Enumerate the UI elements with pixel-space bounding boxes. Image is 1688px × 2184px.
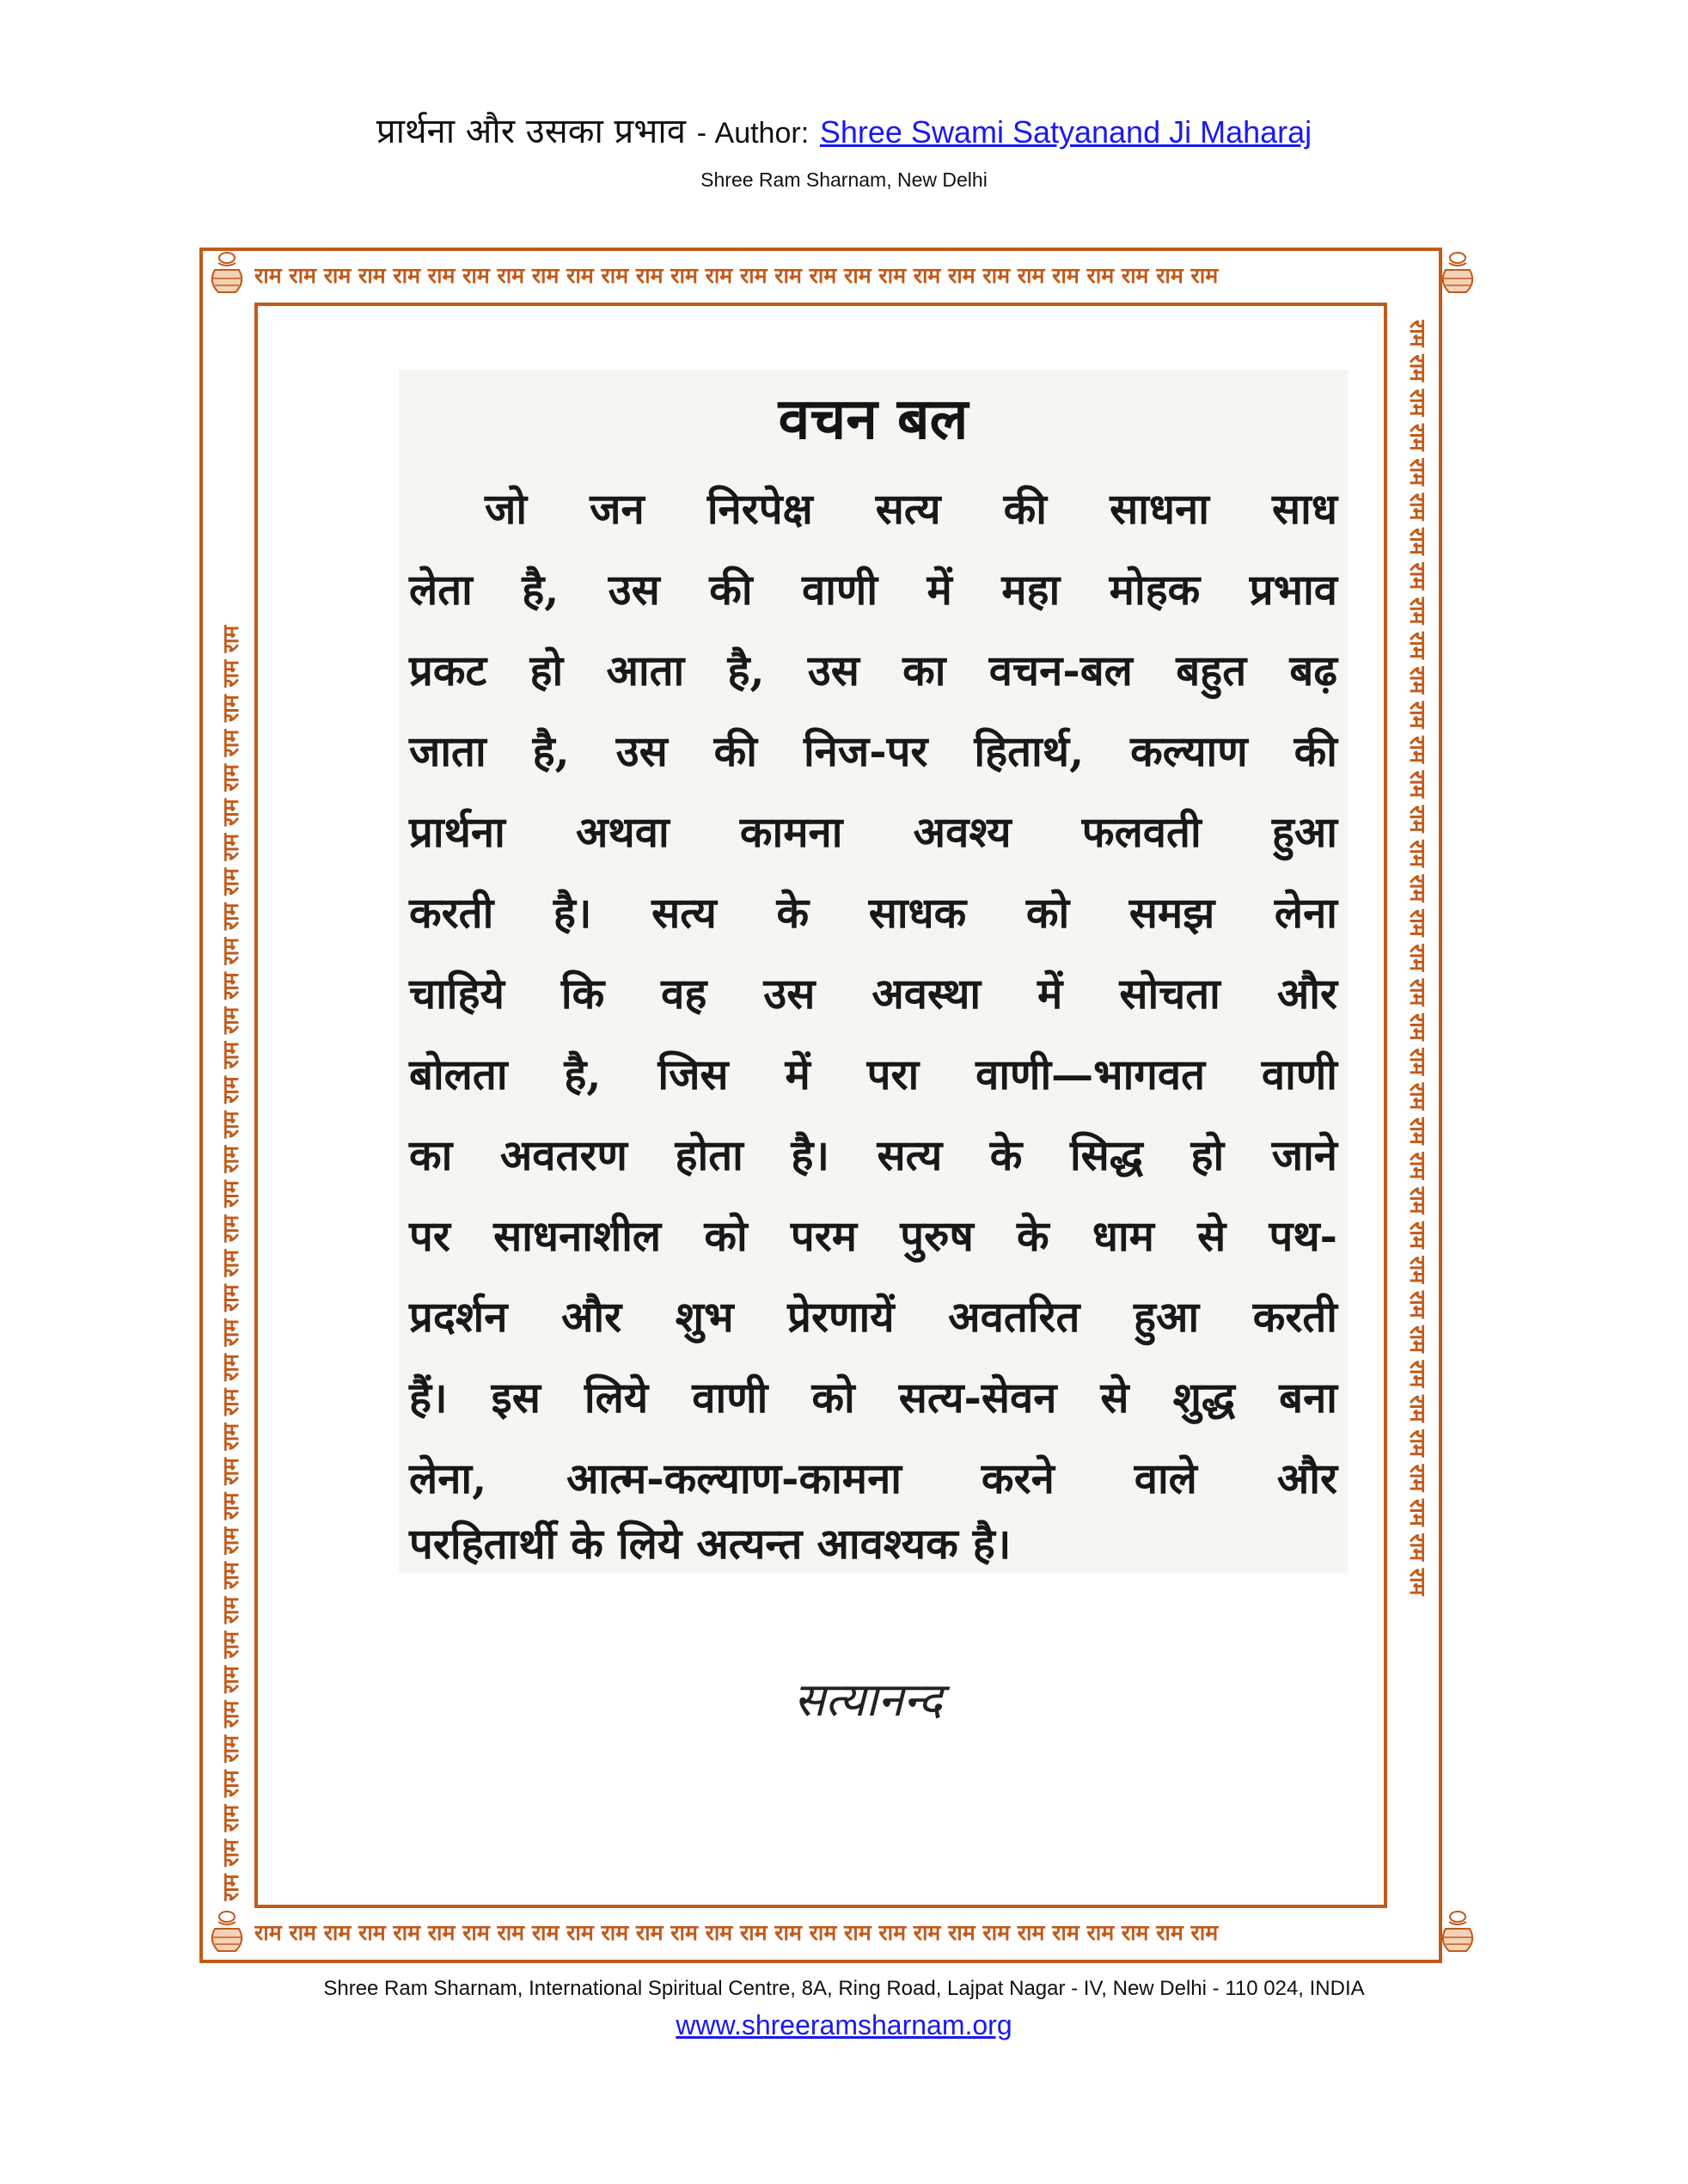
scanned-article — [399, 370, 1348, 1573]
header-title-line — [0, 110, 1688, 155]
article-line: लेना, आत्म-कल्याण-कामना करने वाले और — [409, 1453, 1337, 1503]
border-ram-bottom: राम राम राम राम राम राम राम राम राम राम राम राम राम राम राम राम राम राम राम राम राम राम राम राम राम राम राम राम — [254, 1920, 1219, 1945]
website-link[interactable]: www.shreeramsharnam.org — [676, 2010, 1012, 2040]
hindi-title: प्रार्थना और उसका प्रभाव — [376, 112, 687, 151]
article-line: प्रार्थना अथवा कामना अवश्य फलवती हुआ — [409, 807, 1337, 857]
header-subtitle: Shree Ram Sharnam, New Delhi — [700, 168, 988, 191]
kalash-icon — [1437, 251, 1478, 297]
author-label: - Author: — [696, 117, 810, 150]
border-ram-right: राम राम राम राम राम राम राम राम राम राम राम राम राम राम राम राम राम राम राम राम राम राम राम राम राम राम राम राम राम राम राम राम राम राम राम राम राम — [1405, 320, 1430, 1596]
page-footer — [0, 1977, 1688, 2041]
footer-address: Shree Ram Sharnam, International Spiritual Centre, 8A, Ring Road, Lajpat Nagar - IV, New Delhi - 110 024, INDIA — [323, 1977, 1365, 2000]
kalash-icon — [206, 1910, 248, 1956]
article-line: पर साधनाशील को परम पुरुष के धाम से पथ- — [409, 1211, 1337, 1261]
article-line: जाता है, उस की निज-पर हितार्थ, कल्याण की — [409, 726, 1337, 776]
signature: सत्यानन्द — [793, 1673, 943, 1727]
kalash-icon — [1437, 1910, 1478, 1956]
article-line: परहितार्थी के लिये अत्यन्त आवश्यक है। — [409, 1519, 1012, 1569]
article-line: करती है। सत्य के साधक को समझ लेना — [409, 888, 1337, 938]
author-link[interactable]: Shree Swami Satyanand Ji Maharaj — [819, 114, 1312, 150]
kalash-icon — [206, 251, 248, 297]
article-line: बोलता है, जिस में परा वाणी—भागवत वाणी — [409, 1049, 1337, 1099]
article-line: प्रदर्शन और शुभ प्रेरणायें अवतरित हुआ करती — [409, 1292, 1337, 1342]
border-ram-top: राम राम राम राम राम राम राम राम राम राम राम राम राम राम राम राम राम राम राम राम राम राम राम राम राम राम राम राम — [254, 263, 1219, 288]
article-line: हैं। इस लिये वाणी को सत्य-सेवन से शुद्ध बना — [409, 1373, 1337, 1422]
article-line: चाहिये कि वह उस अवस्था में सोचता और — [409, 969, 1337, 1019]
article-title: वचन बल — [778, 386, 969, 452]
page-header — [0, 110, 1688, 192]
border-ram-left: राम राम राम राम राम राम राम राम राम राम राम राम राम राम राम राम राम राम राम राम राम राम राम राम राम राम राम राम राम राम राम राम राम राम राम राम राम — [218, 625, 243, 1901]
article-line: का अवतरण होता है। सत्य के सिद्ध हो जाने — [409, 1130, 1337, 1180]
article-line: प्रकट हो आता है, उस का वचन-बल बहुत बढ़ — [409, 645, 1337, 695]
article-line: लेता है, उस की वाणी में महा मोहक प्रभाव — [409, 565, 1337, 615]
article-line: जो जन निरपेक्ष सत्य की साधना साध — [485, 484, 1337, 534]
